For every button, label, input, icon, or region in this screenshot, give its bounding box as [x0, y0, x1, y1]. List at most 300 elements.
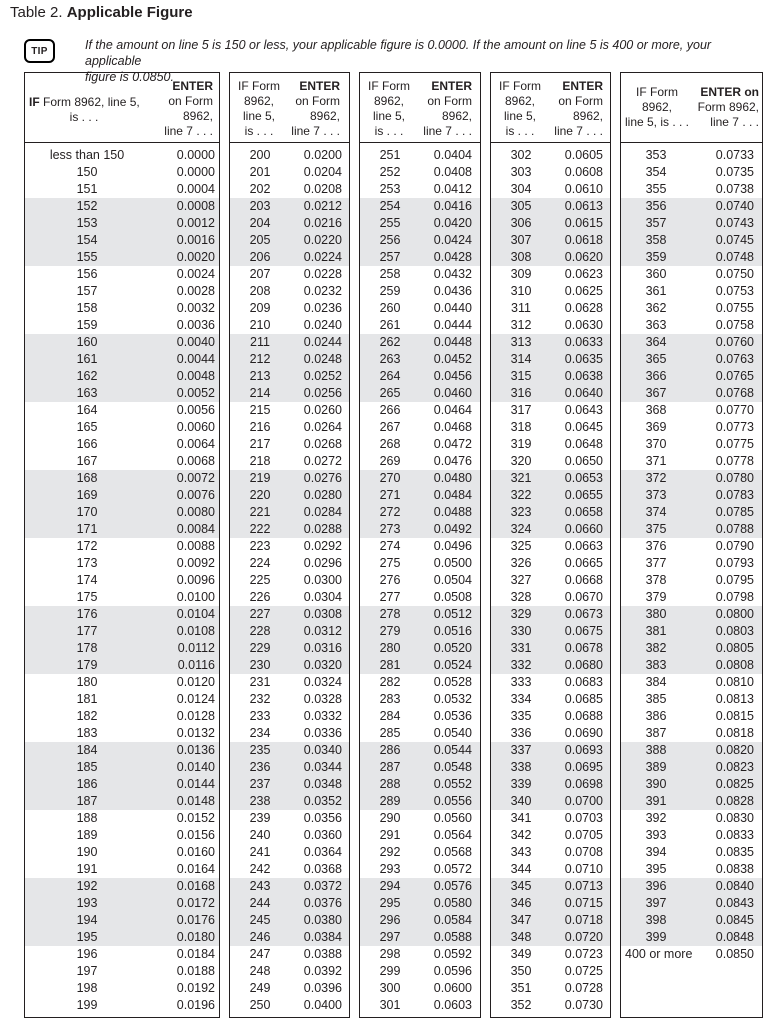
- table-row: [491, 436, 610, 453]
- cell-applicable-figure: 0.0416: [433, 199, 472, 213]
- table-row: [25, 963, 219, 980]
- header-enter-line: 8962,: [441, 109, 472, 123]
- cell-applicable-figure: 0.0304: [303, 590, 342, 604]
- cell-applicable-figure: 0.0228: [303, 267, 342, 281]
- cell-applicable-figure: 0.0116: [177, 658, 215, 672]
- cell-applicable-figure: 0.0188: [176, 964, 215, 978]
- cell-line-5-amount: 210: [249, 318, 271, 332]
- table-row: [230, 827, 349, 844]
- cell-line-5-amount: 287: [379, 760, 401, 774]
- cell-applicable-figure: 0.0192: [176, 981, 215, 995]
- cell-line-5-amount: 229: [249, 641, 271, 655]
- table-row: [621, 266, 762, 283]
- cell-applicable-figure: 0.0728: [564, 981, 603, 995]
- table-row: [360, 759, 480, 776]
- table-row: [491, 623, 610, 640]
- cell-applicable-figure: 0.0240: [303, 318, 342, 332]
- header-enter-line: on Form: [295, 94, 340, 108]
- cell-line-5-amount: 193: [76, 896, 98, 910]
- table-row: [491, 147, 610, 164]
- table-row: [360, 164, 480, 181]
- table-row: [360, 589, 480, 606]
- cell-applicable-figure: 0.0316: [303, 641, 342, 655]
- cell-line-5-amount: 232: [249, 692, 271, 706]
- cell-applicable-figure: 0.0064: [176, 437, 215, 451]
- cell-line-5-amount: 191: [76, 862, 98, 876]
- cell-applicable-figure: 0.0548: [433, 760, 472, 774]
- cell-line-5-amount: 352: [510, 998, 532, 1012]
- cell-applicable-figure: 0.0795: [715, 573, 754, 587]
- cell-line-5-amount: 247: [249, 947, 271, 961]
- table-row: [230, 181, 349, 198]
- cell-applicable-figure: 0.0580: [433, 896, 472, 910]
- cell-applicable-figure: 0.0516: [433, 624, 472, 638]
- cell-applicable-figure: 0.0650: [564, 454, 603, 468]
- header-enter-line: on Form: [168, 94, 213, 108]
- cell-line-5-amount: 242: [249, 862, 271, 876]
- table-row: [360, 368, 480, 385]
- cell-line-5-amount: 334: [510, 692, 532, 706]
- cell-applicable-figure: 0.0693: [564, 743, 603, 757]
- cell-line-5-amount: 151: [76, 182, 98, 196]
- table-row: [25, 589, 219, 606]
- cell-applicable-figure: 0.0168: [176, 879, 215, 893]
- cell-line-5-amount: 226: [249, 590, 271, 604]
- cell-applicable-figure: 0.0448: [433, 335, 472, 349]
- cell-line-5-amount: 203: [249, 199, 271, 213]
- cell-line-5-amount: 186: [76, 777, 98, 791]
- cell-applicable-figure: 0.0468: [433, 420, 472, 434]
- table-row: [621, 810, 762, 827]
- table-row: [25, 538, 219, 555]
- cell-line-5-amount: 240: [249, 828, 271, 842]
- cell-applicable-figure: 0.0368: [303, 862, 342, 876]
- cell-line-5-amount: 294: [379, 879, 401, 893]
- table-row: [25, 368, 219, 385]
- table-row: [360, 232, 480, 249]
- cell-line-5-amount: 316: [510, 386, 532, 400]
- table-row: [621, 521, 762, 538]
- table-row: [230, 147, 349, 164]
- cell-line-5-amount: 271: [379, 488, 401, 502]
- cell-applicable-figure: 0.0408: [433, 165, 472, 179]
- cell-applicable-figure: 0.0615: [564, 216, 603, 230]
- cell-line-5-amount: 322: [510, 488, 532, 502]
- table-row: [621, 147, 762, 164]
- table-row: [621, 249, 762, 266]
- table-row: [491, 215, 610, 232]
- cell-line-5-amount: 288: [379, 777, 401, 791]
- table-row: [360, 181, 480, 198]
- table-row: [621, 198, 762, 215]
- table-row: [25, 929, 219, 946]
- table-row: [25, 436, 219, 453]
- cell-line-5-amount: 267: [379, 420, 401, 434]
- cell-applicable-figure: 0.0360: [303, 828, 342, 842]
- cell-line-5-amount: 298: [379, 947, 401, 961]
- cell-applicable-figure: 0.0730: [564, 998, 603, 1012]
- cell-applicable-figure: 0.0356: [303, 811, 342, 825]
- cell-line-5-amount: 207: [249, 267, 271, 281]
- cell-applicable-figure: 0.0140: [176, 760, 215, 774]
- cell-line-5-amount: 397: [645, 896, 667, 910]
- table-row: [230, 963, 349, 980]
- header-enter-line: 8962,: [182, 109, 213, 123]
- cell-applicable-figure: 0.0520: [433, 641, 472, 655]
- cell-line-5-amount: 261: [379, 318, 401, 332]
- cell-line-5-amount: 347: [510, 913, 532, 927]
- cell-line-5-amount: 159: [76, 318, 98, 332]
- table-row: [25, 793, 219, 810]
- table-row: [621, 351, 762, 368]
- cell-applicable-figure: 0.0244: [303, 335, 342, 349]
- table-row: [230, 368, 349, 385]
- table-row: [621, 759, 762, 776]
- cell-applicable-figure: 0.0640: [564, 386, 603, 400]
- cell-line-5-amount: 341: [510, 811, 532, 825]
- cell-applicable-figure: 0.0136: [176, 743, 215, 757]
- cell-line-5-amount: 197: [76, 964, 98, 978]
- header-if-line: IF Form: [499, 79, 541, 93]
- header-if-line: line 5,: [503, 109, 537, 123]
- cell-line-5-amount: 336: [510, 726, 532, 740]
- table-row: [25, 504, 219, 521]
- cell-line-5-amount: 295: [379, 896, 401, 910]
- cell-line-5-amount: 293: [379, 862, 401, 876]
- cell-line-5-amount: 289: [379, 794, 401, 808]
- cell-line-5-amount: 214: [249, 386, 271, 400]
- table-row: [360, 419, 480, 436]
- cell-line-5-amount: 284: [379, 709, 401, 723]
- table-row: [25, 385, 219, 402]
- table-row: [491, 538, 610, 555]
- table-row: [25, 283, 219, 300]
- cell-line-5-amount: 259: [379, 284, 401, 298]
- header-if-form-line-5: [232, 79, 286, 139]
- cell-line-5-amount: 241: [249, 845, 271, 859]
- cell-applicable-figure: 0.0464: [433, 403, 472, 417]
- cell-line-5-amount: 354: [645, 165, 667, 179]
- cell-applicable-figure: 0.0236: [303, 301, 342, 315]
- cell-applicable-figure: 0.0328: [303, 692, 342, 706]
- header-enter-line: ENTER: [172, 79, 213, 93]
- cell-applicable-figure: 0.0048: [176, 369, 215, 383]
- table-row: [621, 776, 762, 793]
- cell-applicable-figure: 0.0738: [715, 182, 754, 196]
- cell-line-5-amount: 318: [510, 420, 532, 434]
- table-row: [621, 283, 762, 300]
- cell-line-5-amount: 174: [76, 573, 98, 587]
- cell-line-5-amount: 307: [510, 233, 532, 247]
- cell-line-5-amount: 166: [76, 437, 98, 451]
- cell-applicable-figure: 0.0224: [303, 250, 342, 264]
- table-row: [230, 623, 349, 640]
- table-row: [25, 691, 219, 708]
- cell-line-5-amount: 234: [249, 726, 271, 740]
- cell-line-5-amount: 325: [510, 539, 532, 553]
- header-if-line: is . . .: [69, 110, 99, 124]
- cell-applicable-figure: 0.0710: [564, 862, 603, 876]
- table-row: [230, 657, 349, 674]
- cell-line-5-amount: 243: [249, 879, 271, 893]
- table-row: [621, 793, 762, 810]
- cell-applicable-figure: 0.0484: [433, 488, 472, 502]
- table-row: [491, 963, 610, 980]
- cell-applicable-figure: 0.0688: [564, 709, 603, 723]
- cell-line-5-amount: 361: [645, 284, 667, 298]
- header-if-line: IF Form: [368, 79, 410, 93]
- table-row: [621, 436, 762, 453]
- cell-line-5-amount: 217: [249, 437, 271, 451]
- table-row: [491, 249, 610, 266]
- cell-line-5-amount: 258: [379, 267, 401, 281]
- cell-applicable-figure: 0.0476: [433, 454, 472, 468]
- cell-applicable-figure: 0.0660: [564, 522, 603, 536]
- table-row: [25, 878, 219, 895]
- table-row: [491, 198, 610, 215]
- cell-line-5-amount: 337: [510, 743, 532, 757]
- table-row: [25, 470, 219, 487]
- header-enter-line: 8962,: [572, 109, 603, 123]
- cell-line-5-amount: 272: [379, 505, 401, 519]
- cell-line-5-amount: 269: [379, 454, 401, 468]
- cell-applicable-figure: 0.0152: [176, 811, 215, 825]
- cell-line-5-amount: 189: [76, 828, 98, 842]
- table-row: [360, 810, 480, 827]
- table-row: [360, 691, 480, 708]
- cell-line-5-amount: 339: [510, 777, 532, 791]
- cell-line-5-amount: 165: [76, 420, 98, 434]
- table-row: [230, 198, 349, 215]
- cell-line-5-amount: 270: [379, 471, 401, 485]
- table-row: [230, 572, 349, 589]
- table-row: [491, 606, 610, 623]
- table-row: [230, 419, 349, 436]
- cell-line-5-amount: 324: [510, 522, 532, 536]
- header-if-line: 8962,: [504, 94, 536, 108]
- cell-applicable-figure: 0.0324: [303, 675, 342, 689]
- cell-line-5-amount: 252: [379, 165, 401, 179]
- table-row: [621, 317, 762, 334]
- table-row: [360, 742, 480, 759]
- cell-line-5-amount: 218: [249, 454, 271, 468]
- table-row: [25, 997, 219, 1014]
- cell-applicable-figure: 0.0268: [303, 437, 342, 451]
- table-row: [25, 844, 219, 861]
- cell-line-5-amount: 351: [510, 981, 532, 995]
- cell-line-5-amount: 185: [76, 760, 98, 774]
- cell-applicable-figure: 0.0072: [176, 471, 215, 485]
- table-row: [25, 657, 219, 674]
- header-enter-line: line 7 . . .: [710, 115, 759, 129]
- table-row: [25, 708, 219, 725]
- cell-applicable-figure: 0.0336: [303, 726, 342, 740]
- cell-applicable-figure: 0.0000: [176, 165, 215, 179]
- block-header: [230, 73, 349, 143]
- cell-line-5-amount: 372: [645, 471, 667, 485]
- cell-line-5-amount: 317: [510, 403, 532, 417]
- cell-line-5-amount: 277: [379, 590, 401, 604]
- cell-line-5-amount: 228: [249, 624, 271, 638]
- cell-applicable-figure: 0.0780: [715, 471, 754, 485]
- table-row: [25, 827, 219, 844]
- table-row: [25, 402, 219, 419]
- cell-applicable-figure: 0.0372: [303, 879, 342, 893]
- cell-applicable-figure: 0.0610: [564, 182, 603, 196]
- table-row: [621, 419, 762, 436]
- cell-line-5-amount: 374: [645, 505, 667, 519]
- table-row: [360, 963, 480, 980]
- table-row: [230, 351, 349, 368]
- cell-line-5-amount: 381: [645, 624, 667, 638]
- cell-applicable-figure: 0.0635: [564, 352, 603, 366]
- table-title: [10, 4, 193, 21]
- cell-applicable-figure: 0.0280: [303, 488, 342, 502]
- cell-applicable-figure: 0.0432: [433, 267, 472, 281]
- cell-line-5-amount: 311: [511, 301, 531, 315]
- table-row: [360, 521, 480, 538]
- cell-applicable-figure: 0.0560: [433, 811, 472, 825]
- table-row: [25, 198, 219, 215]
- header-if-line: IF Form: [636, 85, 678, 99]
- cell-line-5-amount: 167: [76, 454, 98, 468]
- cell-line-5-amount: 382: [645, 641, 667, 655]
- cell-applicable-figure: 0.0763: [715, 352, 754, 366]
- table-row: [25, 776, 219, 793]
- cell-applicable-figure: 0.0568: [433, 845, 472, 859]
- header-if-line: 8962,: [641, 100, 673, 114]
- cell-line-5-amount: 328: [510, 590, 532, 604]
- cell-line-5-amount: 300: [379, 981, 401, 995]
- header-enter-line-7: [693, 85, 759, 130]
- table-row: [25, 623, 219, 640]
- cell-applicable-figure: 0.0576: [433, 879, 472, 893]
- table-row: [230, 453, 349, 470]
- cell-line-5-amount: 195: [76, 930, 98, 944]
- table-row: [491, 997, 610, 1014]
- header-enter-line: ENTER: [562, 79, 603, 93]
- header-enter-line: line 7 . . .: [554, 124, 603, 138]
- table-row: [621, 385, 762, 402]
- cell-line-5-amount: 319: [510, 437, 532, 451]
- cell-line-5-amount: 377: [645, 556, 667, 570]
- header-enter-line: ENTER: [299, 79, 340, 93]
- table-row: [621, 912, 762, 929]
- cell-applicable-figure: 0.0675: [564, 624, 603, 638]
- table-row: [491, 351, 610, 368]
- cell-applicable-figure: 0.0424: [433, 233, 472, 247]
- cell-applicable-figure: 0.0745: [715, 233, 754, 247]
- cell-applicable-figure: 0.0512: [433, 607, 472, 621]
- cell-applicable-figure: 0.0288: [303, 522, 342, 536]
- cell-line-5-amount: 249: [249, 981, 271, 995]
- cell-line-5-amount: 202: [249, 182, 271, 196]
- cell-line-5-amount: 384: [645, 675, 667, 689]
- table-row: [230, 878, 349, 895]
- cell-line-5-amount: 196: [76, 947, 98, 961]
- cell-applicable-figure: 0.0665: [564, 556, 603, 570]
- cell-line-5-amount: 251: [379, 148, 401, 162]
- table-row: [491, 266, 610, 283]
- header-enter-line-7: [288, 79, 340, 139]
- cell-applicable-figure: 0.0703: [564, 811, 603, 825]
- cell-applicable-figure: 0.0428: [433, 250, 472, 264]
- cell-applicable-figure: 0.0588: [433, 930, 472, 944]
- cell-line-5-amount: 154: [76, 233, 98, 247]
- table-row: [491, 742, 610, 759]
- header-if-form-line-5: [362, 79, 416, 139]
- table-row: [230, 164, 349, 181]
- cell-line-5-amount: 182: [76, 709, 98, 723]
- table-row: [621, 844, 762, 861]
- cell-applicable-figure: 0.0196: [176, 998, 215, 1012]
- table-row: [360, 929, 480, 946]
- cell-applicable-figure: 0.0260: [303, 403, 342, 417]
- cell-applicable-figure: 0.0613: [564, 199, 603, 213]
- cell-applicable-figure: 0.0332: [303, 709, 342, 723]
- table-row: [230, 895, 349, 912]
- cell-applicable-figure: 0.0296: [303, 556, 342, 570]
- table-row: [230, 929, 349, 946]
- table-row: [491, 776, 610, 793]
- cell-applicable-figure: 0.0128: [176, 709, 215, 723]
- cell-line-5-amount: 389: [645, 760, 667, 774]
- table-number: Table 2.: [10, 4, 63, 21]
- cell-applicable-figure: 0.0765: [715, 369, 754, 383]
- header-enter-line-7: [549, 79, 603, 139]
- cell-line-5-amount: 212: [249, 352, 271, 366]
- table-row: [621, 929, 762, 946]
- table-row: [491, 334, 610, 351]
- cell-applicable-figure: 0.0200: [303, 148, 342, 162]
- header-enter-line: on Form: [427, 94, 472, 108]
- table-row: [230, 793, 349, 810]
- table-row: [360, 147, 480, 164]
- table-row: [360, 640, 480, 657]
- cell-line-5-amount: 303: [510, 165, 532, 179]
- cell-applicable-figure: 0.0618: [564, 233, 603, 247]
- cell-applicable-figure: 0.0044: [176, 352, 215, 366]
- cell-line-5-amount: 292: [379, 845, 401, 859]
- cell-line-5-amount: 395: [645, 862, 667, 876]
- cell-applicable-figure: 0.0036: [176, 318, 215, 332]
- cell-line-5-amount: 221: [249, 505, 271, 519]
- header-if-line: IF Form: [238, 79, 280, 93]
- table-row: [491, 419, 610, 436]
- cell-applicable-figure: 0.0603: [433, 998, 472, 1012]
- cell-applicable-figure: 0.0032: [176, 301, 215, 315]
- table-row: [621, 453, 762, 470]
- table-row: [360, 283, 480, 300]
- cell-applicable-figure: 0.0084: [176, 522, 215, 536]
- cell-line-5-amount: 375: [645, 522, 667, 536]
- table-row: [25, 232, 219, 249]
- cell-line-5-amount: 274: [379, 539, 401, 553]
- cell-line-5-amount: 286: [379, 743, 401, 757]
- table-row: [230, 232, 349, 249]
- cell-applicable-figure: 0.0768: [715, 386, 754, 400]
- table-row: [230, 317, 349, 334]
- cell-line-5-amount: 238: [249, 794, 271, 808]
- cell-line-5-amount: 344: [510, 862, 532, 876]
- block-rows: [25, 147, 219, 1014]
- cell-line-5-amount: 391: [645, 794, 667, 808]
- table-row: [621, 368, 762, 385]
- table-row: [25, 453, 219, 470]
- table-row: [621, 946, 762, 963]
- table-block: [24, 72, 220, 1018]
- cell-line-5-amount: 153: [76, 216, 98, 230]
